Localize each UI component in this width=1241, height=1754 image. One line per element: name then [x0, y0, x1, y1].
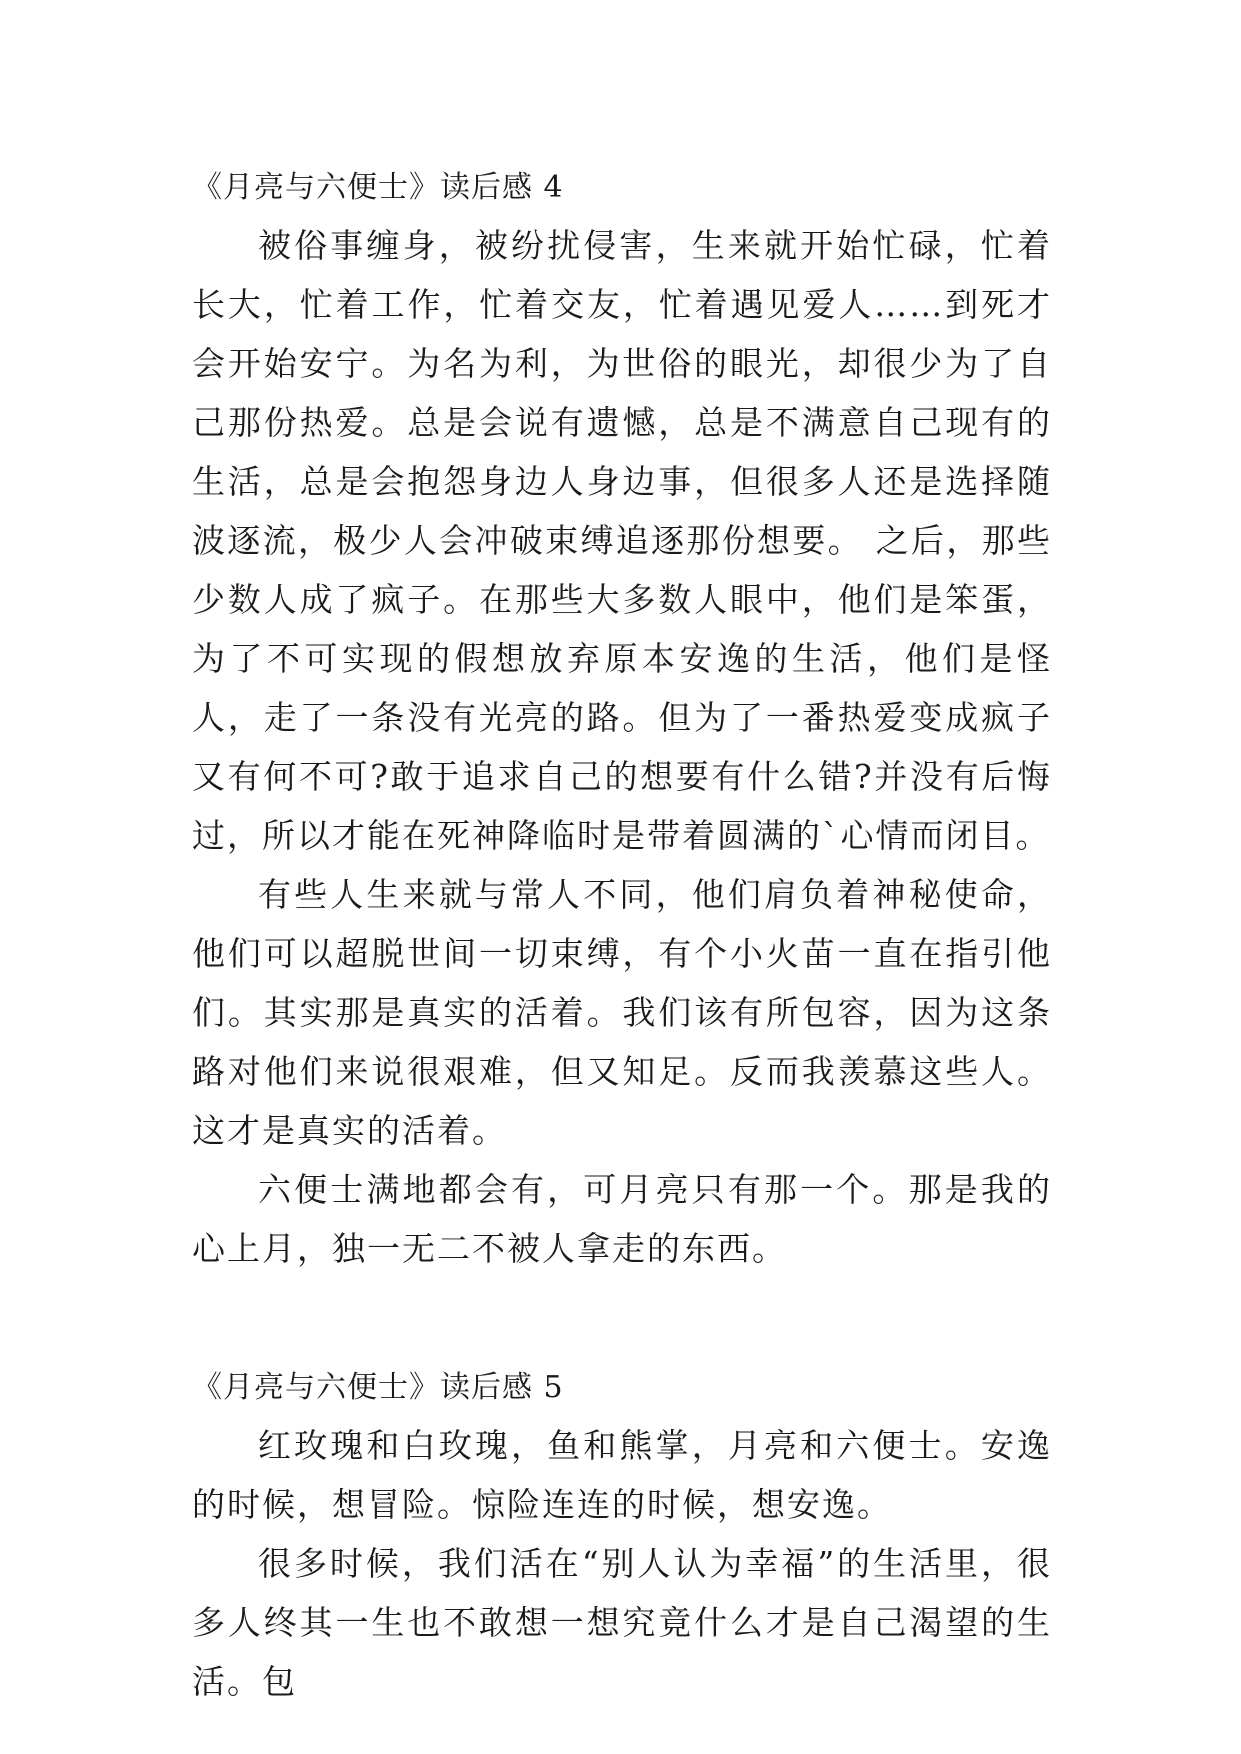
paragraph: 很多时候，我们活在“别人认为幸福”的生活里，很多人终其一生也不敢想一想究竟什么才是自己渴望的生活。包 — [192, 1544, 1052, 1701]
section-title: 《月亮与六便士》读后感 5 — [192, 1370, 564, 1405]
essay-section-5 — [192, 1360, 1052, 1711]
paragraph: 六便士满地都会有，可月亮只有那一个。那是我的心上月，独一无二不被人拿走的东西。 — [192, 1170, 1052, 1268]
paragraph: 有些人生来就与常人不同，他们肩负着神秘使命，他们可以超脱世间一切束缚，有个小火苗一直在指引他们。其实那是真实的活着。我们该有所包容，因为这条路对他们来说很艰难，但又知足。反而我羡慕这些人。这才是真实的活着。 — [192, 875, 1052, 1150]
essay-section-4 — [192, 160, 1052, 1278]
section-spacer — [192, 1278, 1052, 1360]
document-body — [192, 160, 1052, 1711]
paragraph: 被俗事缠身，被纷扰侵害，生来就开始忙碌，忙着长大，忙着工作，忙着交友，忙着遇见爱人……到死才会开始安宁。为名为利，为世俗的眼光，却很少为了自己那份热爱。总是会说有遗憾，总是不满意自己现有的生活，总是会抱怨身边人身边事，但很多人还是选择随波逐流，极少人会冲破束缚追逐那份想要。 之后，那些少数人成了疯子。在那些大多数人眼中，他们是笨蛋，为了不可实现的假想放弃原本安逸的生活，他们是怪人，走了一条没有光亮的路。但为了一番热爱变成疯子又有何不可?敢于追求自己的想要有什么错?并没有后悔过，所以才能在死神降临时是带着圆满的`心情而闭目。 — [192, 226, 1052, 855]
paragraph: 红玫瑰和白玫瑰，鱼和熊掌，月亮和六便士。安逸的时候，想冒险。惊险连连的时候，想安逸。 — [192, 1426, 1052, 1524]
section-title: 《月亮与六便士》读后感 4 — [192, 170, 564, 205]
